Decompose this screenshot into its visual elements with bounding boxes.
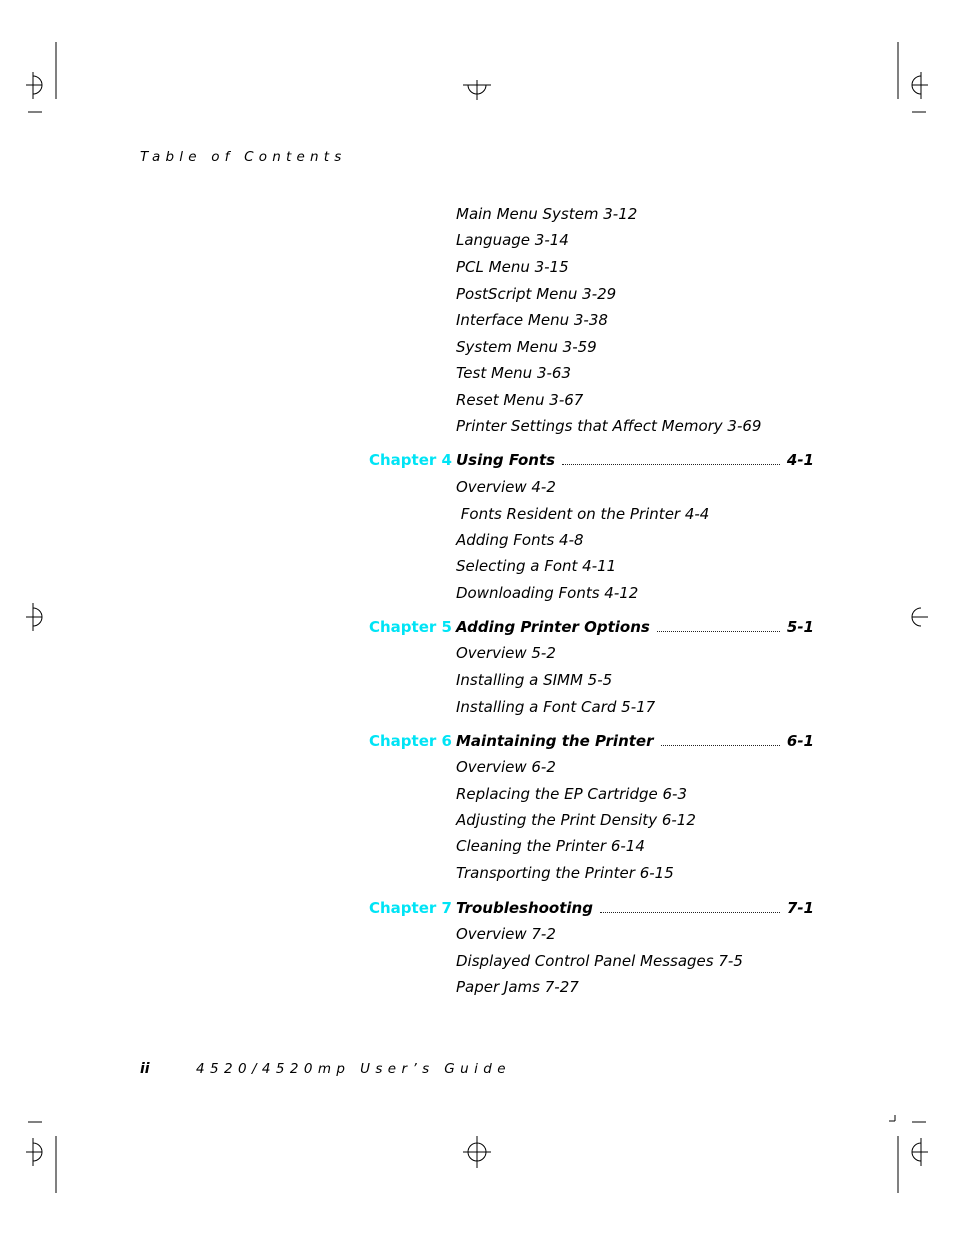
toc-item[interactable]: Interface Menu 3-38 [456, 311, 608, 329]
toc-item[interactable]: Installing a SIMM 5-5 [456, 671, 613, 689]
chapter-page: 4-1 [786, 451, 814, 469]
toc-item[interactable]: Overview 6-2 [456, 758, 556, 776]
chapter-page: 6-1 [786, 732, 814, 750]
chapter-title: Using Fonts [456, 451, 556, 469]
running-footer: 4520/4520mp User’s Guide [196, 1061, 511, 1077]
toc-item[interactable]: PostScript Menu 3-29 [456, 285, 617, 303]
chapter-title: Maintaining the Printer [456, 732, 654, 750]
toc-item[interactable]: Overview 5-2 [456, 644, 556, 662]
chapter-label: Chapter 7 [369, 899, 452, 917]
toc-item[interactable]: Cleaning the Printer 6-14 [456, 837, 645, 855]
dot-leader [562, 452, 780, 465]
toc-item[interactable]: Main Menu System 3-12 [456, 205, 638, 223]
chapter-title: Troubleshooting [456, 899, 593, 917]
toc-item[interactable]: Transporting the Printer 6-15 [456, 864, 674, 882]
toc-item[interactable]: Reset Menu 3-67 [456, 391, 584, 409]
toc-item[interactable]: Selecting a Font 4-11 [456, 557, 617, 575]
toc-item[interactable]: Downloading Fonts 4-12 [456, 584, 639, 602]
chapter-title: Adding Printer Options [456, 618, 650, 636]
toc-item[interactable]: Installing a Font Card 5-17 [456, 698, 656, 716]
page-number: ii [140, 1061, 150, 1077]
chapter-heading[interactable] [456, 451, 814, 469]
toc-item[interactable]: Overview 4-2 [456, 478, 556, 496]
chapter-heading[interactable] [456, 732, 814, 750]
toc-item[interactable]: Replacing the EP Cartridge 6-3 [456, 785, 688, 803]
chapter-label: Chapter 5 [369, 618, 452, 636]
toc-item[interactable]: Printer Settings that Affect Memory 3-69 [456, 417, 762, 435]
toc-item[interactable]: Overview 7-2 [456, 925, 556, 943]
chapter-page: 7-1 [786, 899, 814, 917]
toc-item[interactable]: Adding Fonts 4-8 [456, 531, 584, 549]
chapter-page: 5-1 [786, 618, 814, 636]
toc-item[interactable]: Fonts Resident on the Printer 4-4 [456, 505, 710, 523]
dot-leader [661, 733, 780, 746]
dot-leader [600, 900, 780, 913]
chapter-label: Chapter 6 [369, 732, 452, 750]
chapter-label: Chapter 4 [369, 451, 452, 469]
chapter-heading[interactable] [456, 899, 814, 917]
dot-leader [657, 619, 780, 632]
toc-item[interactable]: PCL Menu 3-15 [456, 258, 569, 276]
chapter-heading[interactable] [456, 618, 814, 636]
toc-item[interactable]: Test Menu 3-63 [456, 364, 571, 382]
running-header: Table of Contents [140, 149, 347, 165]
toc-item[interactable]: Adjusting the Print Density 6-12 [456, 811, 696, 829]
toc-item[interactable]: Paper Jams 7-27 [456, 978, 579, 996]
toc-item[interactable]: Language 3-14 [456, 231, 569, 249]
toc-item[interactable]: Displayed Control Panel Messages 7-5 [456, 952, 743, 970]
toc-item[interactable]: System Menu 3-59 [456, 338, 597, 356]
